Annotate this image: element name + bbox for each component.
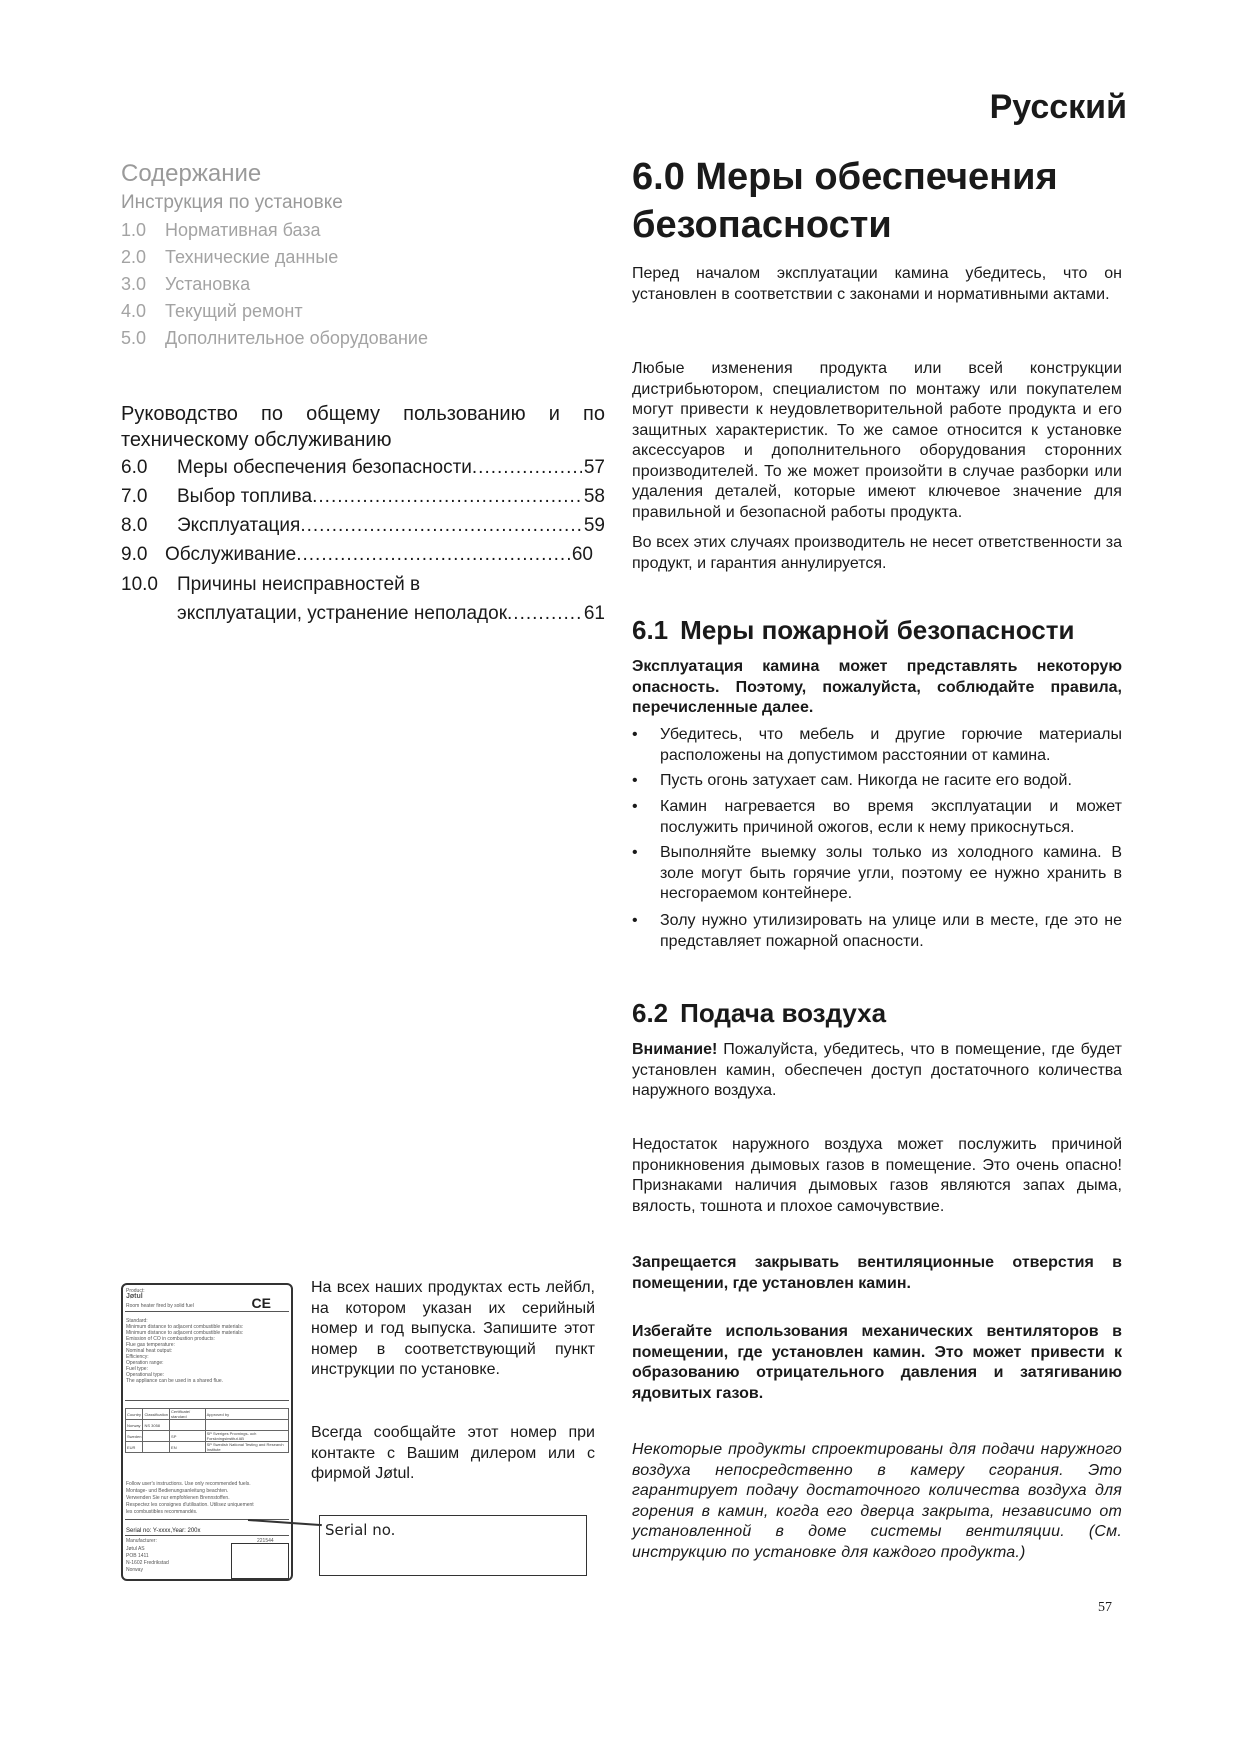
plate-approval-table <box>125 1408 289 1453</box>
toc-page <box>420 574 422 596</box>
plate-instruction-line: Respectez les consignes d'utilisation. Utilisez uniquement <box>126 1502 254 1508</box>
toc-entry[interactable] <box>121 544 593 566</box>
bullet-item <box>632 843 1122 905</box>
table-row <box>126 1431 289 1442</box>
table-cell: Certificate/ standard <box>170 1409 206 1420</box>
plate-code: 221544 <box>257 1538 274 1544</box>
bullet-item <box>632 797 1122 838</box>
toc-leader <box>507 603 582 625</box>
table-cell: EUR <box>126 1442 143 1453</box>
install-title: Инструкция по установке <box>121 192 343 213</box>
plate-manufacturer-line: N-1602 Fredrikstad <box>126 1560 169 1566</box>
section-6-2-num: 6.2 <box>632 998 669 1028</box>
section-6-num: 6.0 <box>632 156 685 198</box>
plate-standard-line: Minimum distance to adjacent combustible materials: <box>126 1330 244 1336</box>
table-cell: Country <box>126 1409 143 1420</box>
table-row <box>126 1420 289 1431</box>
toc-title: Обслуживание <box>165 544 297 565</box>
toc-num: 6.0 <box>121 457 148 478</box>
toc-leader <box>312 486 582 508</box>
plate-standard-line: Fuel type: <box>126 1366 148 1372</box>
bullet-item <box>632 911 1122 952</box>
table-cell: Sweden <box>126 1431 143 1442</box>
plate-standard-line: Flue gas temperature: <box>126 1342 175 1348</box>
plate-manufacturer-line: POB 1411 <box>126 1553 149 1559</box>
toc-num <box>121 603 177 625</box>
section-6-para-1: Перед началом эксплуатации камина убедитесь, что он установлен в соответствии с законами и нормативными актами. <box>632 265 1122 303</box>
plate-product-desc: Room heater fired by solid fuel <box>126 1303 194 1309</box>
section-6-2-heading <box>632 998 1122 1029</box>
toc-leader <box>472 457 582 479</box>
section-6-1-num: 6.1 <box>632 615 669 645</box>
table-cell <box>143 1442 170 1453</box>
attention-label: Внимание! <box>632 1041 718 1058</box>
table-row <box>126 1409 289 1420</box>
section-6-heading <box>632 153 1122 249</box>
bullet-marker: • <box>632 772 638 789</box>
page-number: 57 <box>1098 1600 1112 1615</box>
contents-heading: Содержание <box>121 160 262 187</box>
table-cell: SP <box>170 1431 206 1442</box>
plate-product-label: Product: <box>126 1288 145 1294</box>
install-item-num: 3.0 <box>121 274 147 294</box>
bullet-item <box>632 771 1122 792</box>
bullet-text: Пусть огонь затухает сам. Никогда не гасите его водой. <box>660 772 1072 789</box>
section-6-2-warning-2: Избегайте использования механических вентиляторов в помещении, где установлен камин. Это может привести к образованию отрицательного давления и затягиванию ядовитых газов. <box>632 1323 1122 1402</box>
table-cell <box>143 1431 170 1442</box>
plate-instruction-line: les combustibles recommandés. <box>126 1509 198 1515</box>
table-cell <box>170 1420 206 1431</box>
table-cell <box>205 1420 288 1431</box>
install-item <box>121 328 428 349</box>
install-item-title: Технические данные <box>165 247 339 267</box>
plate-divider <box>125 1400 289 1401</box>
toc-title: Причины неисправностей в <box>177 574 421 595</box>
table-cell: Approved by <box>205 1409 288 1420</box>
bullet-marker: • <box>632 844 638 861</box>
toc-num: 8.0 <box>121 515 148 536</box>
table-cell: NS 3058 <box>143 1420 170 1431</box>
toc-entry[interactable] <box>121 603 605 625</box>
bullet-text: Золу нужно утилизировать на улице или в месте, где это не представляет пожарной опасности. <box>660 912 1122 950</box>
guide-title: Руководство по общему пользованию и по техническому обслуживанию <box>121 403 605 451</box>
table-cell: SP Sveriges Provnings- och Forskningsinstitut AB <box>205 1431 288 1442</box>
toc-entry[interactable] <box>121 486 605 508</box>
install-item <box>121 301 303 322</box>
plate-standard-line: Nominal heat output: <box>126 1348 173 1354</box>
install-item <box>121 220 321 241</box>
toc-num: 9.0 <box>121 544 148 565</box>
section-6-2-warning-1: Запрещается закрывать вентиляционные отверстия в помещении, где установлен камин. <box>632 1254 1122 1292</box>
section-6-para-2: Любые изменения продукта или всей конструкции дистрибьютором, специалистом по монтажу или покупателем могут привести к неудовлетворительной работе продукта и его защитных характеристик. То же самое относится к установке аксессуаров и дополнительного оборудования сторонних производителей. То же может произойти в случае разборки или удаления деталей, которые имеют ключевое значение для правильной и безопасной работы продукта. <box>632 360 1122 521</box>
section-6-title: Меры обеспечения безопасности <box>632 156 1058 246</box>
plate-manufacturer-line: Norway <box>126 1567 143 1573</box>
toc-page: 59 <box>583 515 605 536</box>
plate-standard-line: Emission of CO in combustion products: <box>126 1336 215 1342</box>
toc-entry[interactable] <box>121 574 605 596</box>
table-cell: SP Swedish National Testing and Research Institute <box>205 1442 288 1453</box>
toc-num: 7.0 <box>121 486 148 507</box>
install-item-title: Текущий ремонт <box>165 301 303 321</box>
bullet-marker: • <box>632 798 638 815</box>
plate-manufacturer-line: Manufacturer: <box>126 1538 157 1544</box>
install-item-num: 1.0 <box>121 220 147 240</box>
toc-entry[interactable] <box>121 515 605 537</box>
toc-title: Меры обеспечения безопасности <box>177 457 472 478</box>
table-cell: EN <box>170 1442 206 1453</box>
toc-leader <box>300 515 582 537</box>
ce-mark-icon: CE <box>251 1295 271 1311</box>
section-6-2-attention <box>632 1040 1122 1102</box>
attention-text: Пожалуйста, убедитесь, что в помещение, где будет установлен камин, обеспечен доступ достаточного количества наружного воздуха. <box>632 1041 1122 1099</box>
plate-standard-line: Operation range: <box>126 1360 164 1366</box>
plate-standard-line: Operational type: <box>126 1372 165 1378</box>
plate-manufacturer-line: Jøtul AS <box>126 1546 145 1552</box>
plate-standard-line: Minimum distance to adjacent combustible materials: <box>126 1324 244 1330</box>
bullet-marker: • <box>632 912 638 929</box>
bullet-text: Убедитесь, что мебель и другие горючие материалы расположены на допустимом расстоянии от камина. <box>660 726 1122 764</box>
toc-page: 58 <box>583 486 605 507</box>
install-item-title: Нормативная база <box>165 220 321 240</box>
install-item-title: Установка <box>165 274 251 294</box>
plate-standard-line: Efficiency: <box>126 1354 149 1360</box>
rating-plate <box>121 1283 293 1581</box>
section-6-2-title: Подача воздуха <box>680 998 887 1028</box>
install-item-num: 5.0 <box>121 328 147 348</box>
label-note-para-2: Всегда сообщайте этот номер при контакте с Вашим дилером или с фирмой Jøtul. <box>311 1424 595 1482</box>
section-6-1-heading <box>632 615 1122 646</box>
language-header: Русский <box>989 88 1127 126</box>
install-item <box>121 274 250 295</box>
toc-title: Эксплуатация <box>177 515 301 536</box>
bullet-item <box>632 725 1122 766</box>
plate-stamp-box <box>231 1543 289 1579</box>
toc-title: эксплуатации, устранение неполадок <box>177 603 508 624</box>
install-item-title: Дополнительное оборудование <box>165 328 428 348</box>
serial-callout-label: Serial no. <box>325 1521 396 1539</box>
toc-entry[interactable] <box>121 457 605 479</box>
plate-divider <box>125 1311 289 1312</box>
plate-standard-line: The appliance can be used in a shared flue. <box>126 1378 224 1384</box>
plate-instruction-line: Montage- und Bedienungsanleitung beachten. <box>126 1488 229 1494</box>
section-6-1-title: Меры пожарной безопасности <box>680 615 1075 645</box>
toc-leader <box>296 544 570 566</box>
install-item-num: 2.0 <box>121 247 147 267</box>
table-cell: Classification <box>143 1409 170 1420</box>
bullet-marker: • <box>632 726 638 743</box>
table-row <box>126 1442 289 1453</box>
plate-instruction-line: Verwenden Sie nur empfohlenen Brennstoffen. <box>126 1495 230 1501</box>
plate-divider <box>125 1535 289 1536</box>
table-cell: Norway <box>126 1420 143 1431</box>
section-6-2-para-2: Недостаток наружного воздуха может послужить причиной проникновения дымовых газов в помещение. Это очень опасно! Признаками наличия дымовых газов являются запах дыма, вялость, тошнота и плохое самочувствие. <box>632 1136 1122 1215</box>
plate-brand: Jøtul <box>126 1293 143 1300</box>
toc-page: 60 <box>571 544 593 565</box>
section-6-2-italic-note: Некоторые продукты спроектированы для подачи наружного воздуха непосредственно в камеру сгорания. Это гарантирует подачу достаточного количества воздуха для горения в камин, когда его дверца закрыта, независимо от установленной в доме системы вентиляции. (См. инструкцию по установке для каждого продукта.) <box>632 1441 1122 1561</box>
section-6-1-intro: Эксплуатация камина может представлять некоторую опасность. Поэтому, пожалуйста, соблюдайте правила, перечисленные далее. <box>632 658 1122 716</box>
toc-title: Выбор топлива <box>177 486 313 507</box>
plate-serial: Serial no: Y-xxxx,Year: 200x <box>126 1528 201 1534</box>
install-item <box>121 247 338 268</box>
toc-page: 57 <box>583 457 605 478</box>
section-6-para-3: Во всех этих случаях производитель не несет ответственности за продукт, и гарантия аннулируется. <box>632 534 1122 572</box>
plate-instruction-line: Follow user's instructions. Use only recommended fuels. <box>126 1481 251 1487</box>
label-note-para-1: На всех наших продуктах есть лейбл, на котором указан их серийный номер и год выпуска. Запишите этот номер в соответствующий пункт инструкции по установке. <box>311 1279 595 1378</box>
bullet-text: Выполняйте выемку золы только из холодного камина. В золе могут быть горячие угли, поэтому ее нужно хранить в несгораемом контейнере. <box>660 844 1122 902</box>
bullet-text: Камин нагревается во время эксплуатации и может послужить причиной ожогов, если к нему прикоснуться. <box>660 798 1122 836</box>
toc-page: 61 <box>583 603 605 624</box>
install-item-num: 4.0 <box>121 301 147 321</box>
toc-num: 10.0 <box>121 574 158 595</box>
plate-standard-line: Standard: <box>126 1318 148 1324</box>
